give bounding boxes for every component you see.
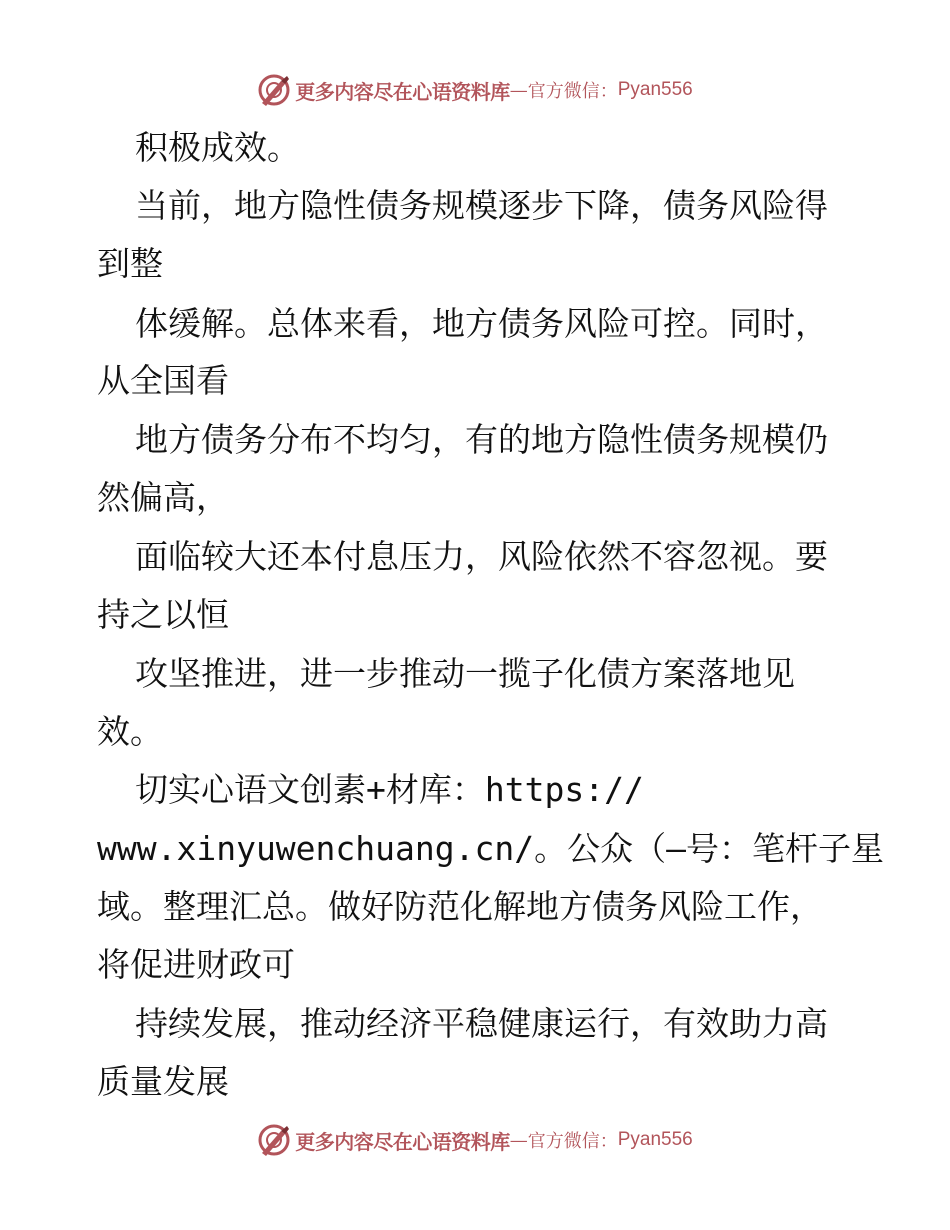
pen-logo-icon [257,73,291,107]
footer-banner [0,1120,950,1160]
text-line: 到整 [97,244,163,283]
header-contact-label: 官方微信： [527,81,618,102]
text-line: 持续发展，推动经济平稳健康运行，有效助力高 [135,1004,828,1043]
text-line: 从全国看 [97,361,229,400]
text-line: 攻坚推进，进一步推动一揽子化债方案落地见 [135,654,795,693]
pen-logo-icon [257,1123,291,1157]
header-brand-text: 更多内容尽在心语资料库 [295,79,510,104]
text-line: 将促进财政可 [97,945,295,984]
text-line: 地方债务分布不均匀，有的地方隐性债务规模仍 [135,420,828,459]
footer-separator: — [509,1129,528,1151]
header-separator: — [509,79,528,101]
text-line: 然偏高， [97,478,229,517]
header-banner [0,70,950,110]
text-line: 持之以恒 [97,595,229,634]
text-line: 域。整理汇总。做好防范化解地方债务风险工作， [97,887,823,926]
text-line: 面临较大还本付息压力，风险依然不容忽视。要 [135,537,828,576]
footer-contact-label: 官方微信： [527,1131,618,1152]
text-line: 积极成效。 [135,128,300,167]
footer-contact-id: Pyan556 [617,1129,693,1150]
footer-brand-text: 更多内容尽在心语资料库 [295,1129,510,1154]
text-line: 切实心语文创素+材库：https:// [135,770,644,809]
text-line: 质量发展 [97,1062,229,1101]
text-line: 当前，地方隐性债务规模逐步下降，债务风险得 [135,186,828,225]
header-contact-id: Pyan556 [617,79,693,100]
text-line: 体缓解。总体来看，地方债务风险可控。同时， [135,304,828,343]
text-line: www.xinyuwenchuang.cn/。公众（—号：笔杆子星 [97,829,884,868]
text-line: 效。 [97,712,163,751]
